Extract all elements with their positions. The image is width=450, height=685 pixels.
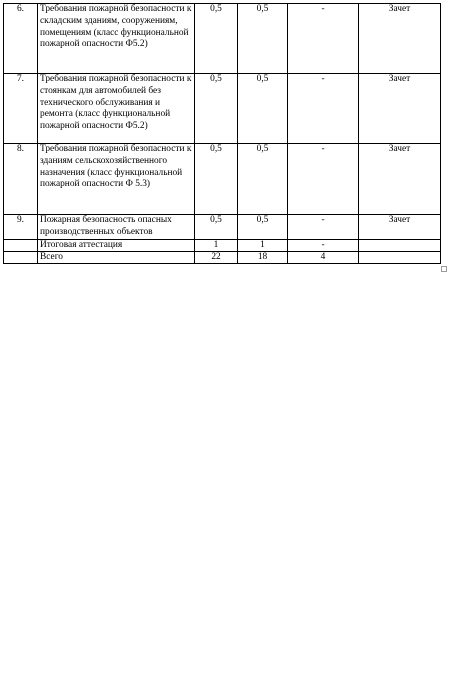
control-form: Зачет — [359, 74, 441, 144]
topic-name: Итоговая аттестация — [38, 240, 195, 252]
hours-lectures: 0,5 — [238, 144, 288, 215]
table-row — [4, 215, 441, 240]
row-number: 8. — [4, 144, 38, 215]
hours-total: 0,5 — [195, 144, 238, 215]
control-form: Зачет — [359, 215, 441, 240]
hours-lectures: 0,5 — [238, 4, 288, 74]
control-form — [359, 252, 441, 264]
row-number: 9. — [4, 215, 38, 240]
control-form — [359, 240, 441, 252]
hours-practice: - — [288, 215, 359, 240]
table-row — [4, 144, 441, 215]
hours-lectures: 1 — [238, 240, 288, 252]
hours-lectures: 18 — [238, 252, 288, 264]
topic-name: Требования пожарной безопасности к зданиям сельскохозяйственного назначения (класс функциональной пожарной опасности Ф 5.3) — [38, 144, 195, 215]
hours-lectures: 0,5 — [238, 74, 288, 144]
table-end-marker — [441, 266, 447, 272]
hours-practice: - — [288, 144, 359, 215]
hours-total: 0,5 — [195, 215, 238, 240]
hours-practice: - — [288, 240, 359, 252]
hours-total: 22 — [195, 252, 238, 264]
hours-total: 0,5 — [195, 4, 238, 74]
row-number: 7. — [4, 74, 38, 144]
topic-name: Всего — [38, 252, 195, 264]
hours-practice: 4 — [288, 252, 359, 264]
hours-practice: - — [288, 74, 359, 144]
row-number: 6. — [4, 4, 38, 74]
table-row-final-attestation — [4, 240, 441, 252]
table-row — [4, 4, 441, 74]
topic-name: Требования пожарной безопасности к стоянкам для автомобилей без технического обслуживания и ремонта (класс функциональной пожарной опасности Ф5.2) — [38, 74, 195, 144]
control-form: Зачет — [359, 144, 441, 215]
hours-total: 0,5 — [195, 74, 238, 144]
curriculum-table — [3, 3, 441, 264]
topic-name: Требования пожарной безопасности к складским зданиям, сооружениям, помещениям (класс функциональной пожарной опасности Ф5.2) — [38, 4, 195, 74]
topic-name: Пожарная безопасность опасных производственных объектов — [38, 215, 195, 240]
control-form: Зачет — [359, 4, 441, 74]
table-row — [4, 74, 441, 144]
row-number — [4, 252, 38, 264]
hours-practice: - — [288, 4, 359, 74]
hours-total: 1 — [195, 240, 238, 252]
table-row-total — [4, 252, 441, 264]
hours-lectures: 0,5 — [238, 215, 288, 240]
row-number — [4, 240, 38, 252]
